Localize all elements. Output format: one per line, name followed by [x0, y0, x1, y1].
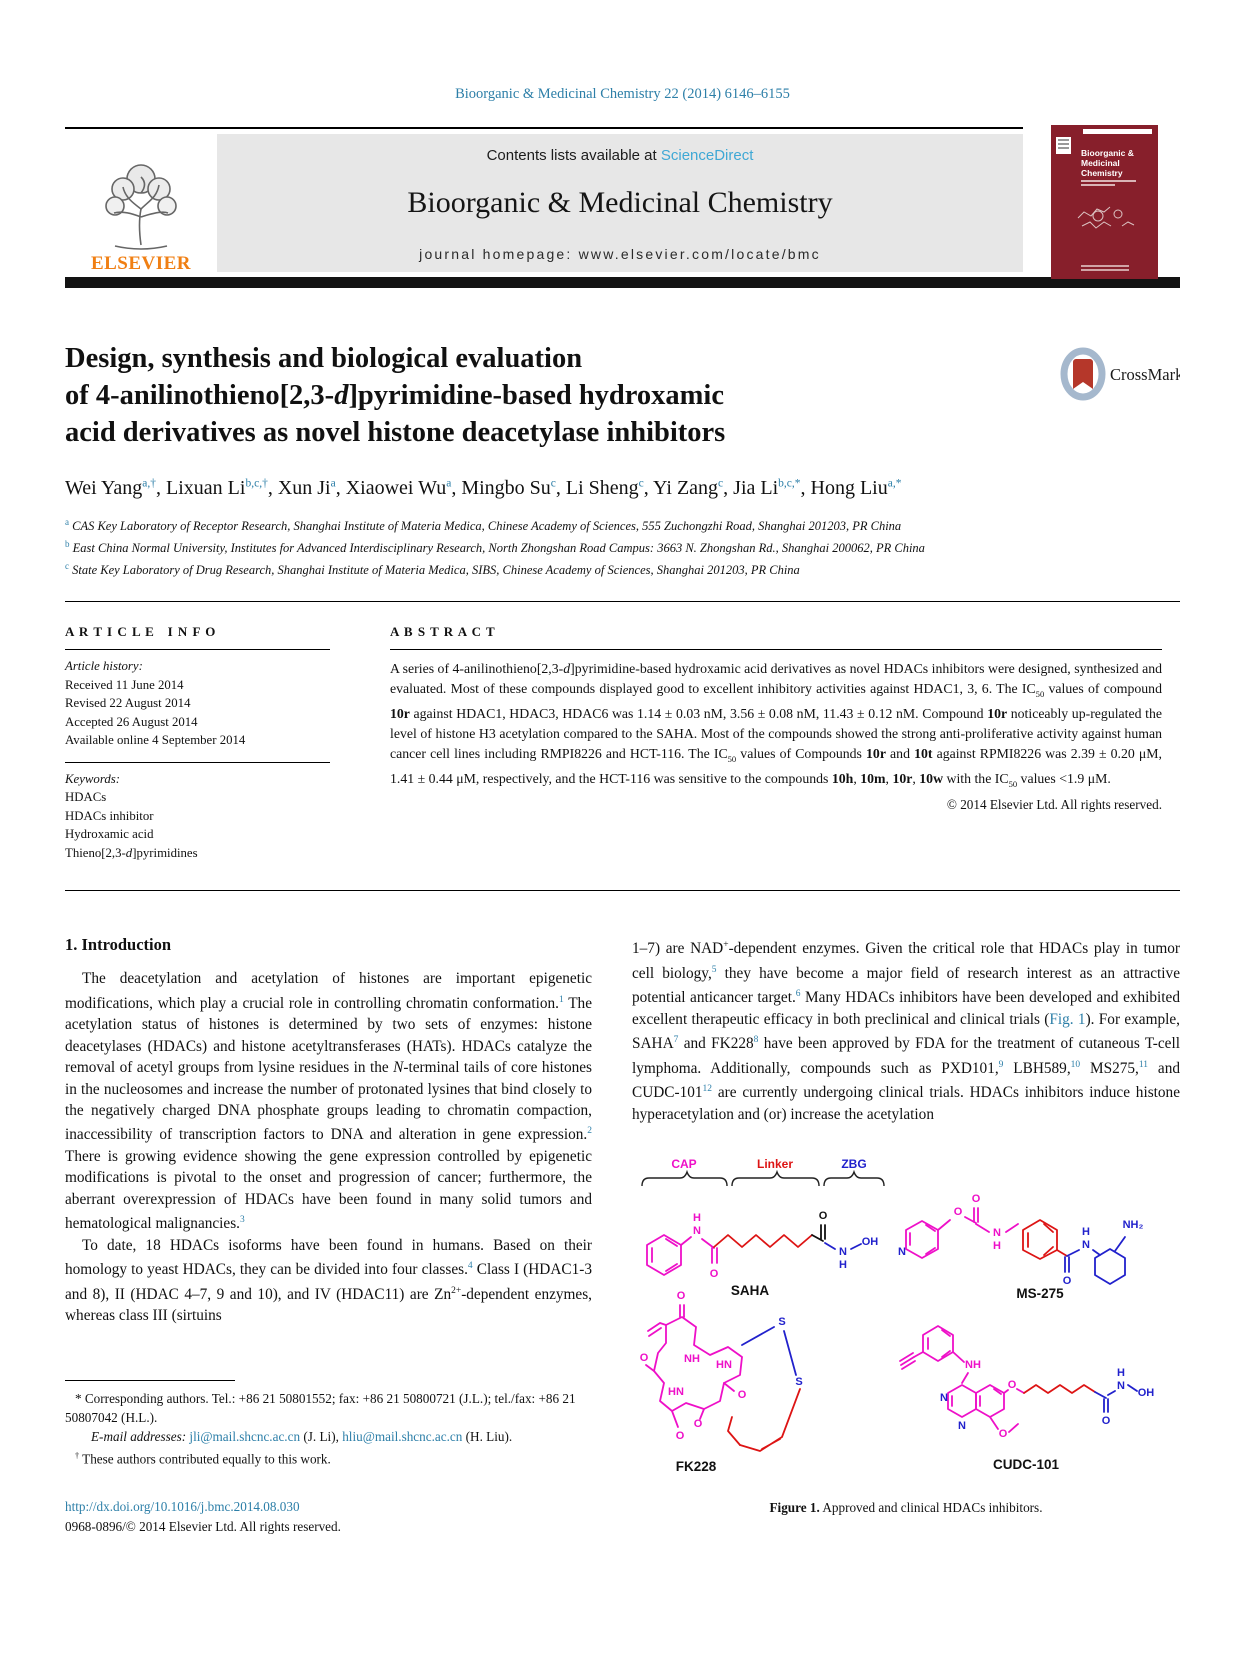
author-separator: , — [267, 477, 278, 499]
reference-superscript[interactable]: 8 — [753, 1035, 759, 1046]
author-affiliation-sup: a — [446, 477, 452, 490]
abstract-heading: A B S T R A C T — [390, 624, 496, 640]
journal-citation: Bioorganic & Medicinal Chemistry 22 (2014) 6146–6155 — [455, 86, 790, 102]
atom-label: H — [693, 1212, 701, 1225]
atom-label: N — [940, 1392, 948, 1405]
affiliation-text: CAS Key Laboratory of Receptor Research, Shanghai Institute of Materia Medica, Chinese Academy of Sciences, 555 Zuchongzhi Road, Shanghai 201203, PR China — [72, 519, 902, 534]
figure-1 — [632, 1155, 1180, 1516]
cover-logo-box — [1056, 137, 1071, 154]
history-label: Article history: — [65, 659, 143, 674]
atom-label: O — [675, 1430, 685, 1443]
inline-link[interactable]: jli@mail.shcnc.ac.cn — [189, 1429, 301, 1445]
journal-banner — [65, 129, 1023, 277]
atom-label: NH — [965, 1359, 981, 1372]
author-separator: , — [800, 477, 811, 499]
author-affiliation-sup: b,c,† — [245, 477, 268, 490]
affiliation-line — [65, 513, 1180, 535]
author-name: Xiaowei Wu — [345, 477, 447, 499]
article-info-heading: A R T I C L E I N F O — [65, 624, 217, 640]
affiliations — [65, 513, 1180, 579]
author-affiliation-sup: c — [550, 477, 556, 490]
atom-label: O — [1062, 1275, 1072, 1288]
author — [346, 477, 462, 499]
atom-label: N — [839, 1246, 847, 1259]
author — [65, 477, 166, 499]
affiliation-text: East China Normal University, Institutes for Advanced Interdisciplinary Research, North Zhongshan Road Campus: 3663 N. Zhongshan Rd., Shanghai 200062, PR China — [72, 541, 925, 556]
author-affiliation-sup: a,† — [142, 477, 157, 490]
author-name: Lixuan Li — [166, 477, 246, 499]
reference-superscript[interactable]: 2 — [587, 1126, 592, 1137]
journal-title: Bioorganic & Medicinal Chemistry — [407, 186, 833, 219]
atom-label: N — [993, 1227, 1001, 1240]
history-line: Accepted 26 August 2014 — [65, 714, 198, 729]
cover-footer-lines — [1081, 263, 1129, 271]
atom-label: HN — [716, 1359, 732, 1372]
divider-rule — [65, 601, 1180, 602]
author-affiliation-sup: c — [638, 477, 644, 490]
atom-label: N — [1117, 1380, 1125, 1393]
atom-label: O — [998, 1428, 1008, 1441]
history-list — [65, 676, 330, 750]
journal-homepage-link[interactable]: journal homepage: www.elsevier.com/locate/bmc — [419, 246, 821, 262]
title-line-1: Design, synthesis and biological evaluation — [65, 343, 583, 374]
atom-label: O — [1007, 1379, 1017, 1392]
footnote-email: E-mail addresses: jli@mail.shcnc.ac.cn (J. Li), hliu@mail.shcnc.ac.cn (H. Liu). — [91, 1429, 513, 1445]
keyword: Thieno[2,3-d]pyrimidines — [65, 845, 198, 860]
affiliation-line — [65, 557, 1180, 579]
cover-title: Bioorganic & Medicinal Chemistry — [1081, 148, 1134, 178]
intro-paragraph-2: To date, 18 HDACs isoforms have been found in humans. Based on their homology to yeast HDACs, they can be divided into four classes.$^4$ Class I (HDAC1-3 and 8), II (HDAC 4–7, 9 and 10), and IV (HDAC11) are $Zn^{2+}$-dependent enzymes, whereas class III (sirtuins — [65, 1236, 593, 1325]
footnotes — [65, 1380, 592, 1468]
atom-label: O — [639, 1352, 649, 1365]
author-name: Yi Zang — [653, 477, 719, 499]
reference-superscript[interactable]: 3 — [240, 1215, 245, 1226]
title-row — [65, 340, 1180, 451]
atom-label: NH — [684, 1353, 700, 1366]
history-line: Revised 22 August 2014 — [65, 696, 191, 711]
introduction-heading: 1. Introduction — [65, 935, 172, 955]
author — [566, 477, 653, 499]
atom-label: S — [795, 1376, 803, 1389]
author-name: Wei Yang — [65, 477, 143, 499]
inline-link[interactable]: hliu@mail.shcnc.ac.cn — [342, 1429, 463, 1445]
keywords-list — [65, 788, 330, 862]
reference-superscript[interactable]: 5 — [711, 964, 717, 975]
atom-label: O — [709, 1268, 719, 1281]
affiliation-sup: a — [65, 517, 69, 527]
author-affiliation-sup: a — [330, 477, 336, 490]
intro-paragraph-3: 1–7) are NAD+-dependent enzymes. Given the critical role that HDACs play in tumor cell biology,$^5$ they have become a major field of research interest as an attractive potential anticancer target.$^6$ Many HDACs inhibitors have been developed and exhibited excellent therapeutic efficacy in both preclinical and clinical trials (Fig. 1). For example, SAHA$^7$ and FK228$^8$ have been approved by FDA for the treatment of cutaneous T-cell lymphoma. Additionally, compounds such as PXD101,$^9$ LBH589,10 MS275,11 and CUDC-101$^{12}$ are currently undergoing clinical trials. HDACs inhibitors induce histone hyperacetylation and (or) increase the acetylation — [632, 940, 1180, 1123]
abstract-bottom-rule — [65, 890, 1180, 891]
affiliation-sup: b — [65, 539, 70, 550]
footer-block — [65, 1499, 592, 1535]
keywords-label: Keywords: — [65, 771, 120, 786]
atom-label: O — [818, 1210, 828, 1223]
figure-label-saha: SAHA — [730, 1283, 770, 1299]
figure-label-linker: Linker — [756, 1157, 794, 1172]
author-name: Li Sheng — [565, 477, 639, 499]
atom-label: N — [898, 1246, 906, 1259]
elsevier-wordmark: ELSEVIER — [90, 253, 192, 274]
atom-label: S — [778, 1316, 786, 1329]
crossmark-badge[interactable] — [1058, 346, 1180, 451]
reference-superscript[interactable]: 9 — [998, 1059, 1004, 1070]
footnote-corresponding: * Corresponding authors. Tel.: +86 21 50801552; fax: +86 21 50800721 (J.L.); tel./fax: +86 21 50807042 (H.L.). — [65, 1391, 576, 1426]
atom-label: O — [676, 1290, 686, 1303]
atom-label: O — [971, 1193, 981, 1206]
author-separator: , — [555, 477, 566, 499]
author-name: Jia Li — [733, 477, 779, 499]
author-separator: , — [335, 477, 346, 499]
affiliation-line — [65, 535, 1180, 557]
reference-superscript[interactable]: 4 — [467, 1261, 473, 1272]
contents-line — [217, 147, 1023, 164]
journal-cover-thumbnail — [1051, 125, 1158, 279]
left-column — [65, 935, 592, 1534]
cover-subtitle-line — [1081, 184, 1115, 186]
atom-label: O — [737, 1389, 747, 1402]
right-column — [632, 935, 1180, 1534]
figure-label-ms275: MS-275 — [1016, 1286, 1064, 1302]
article-history — [65, 650, 330, 762]
atom-label: N — [958, 1420, 966, 1433]
keyword: Hydroxamic acid — [65, 827, 154, 842]
atom-label: OH — [861, 1236, 879, 1249]
author — [733, 477, 810, 499]
author — [653, 477, 733, 499]
banner-center — [217, 134, 1023, 272]
atom-label: HN — [668, 1386, 684, 1399]
author-separator: , — [451, 477, 462, 499]
figure-label-cap: CAP — [671, 1157, 697, 1172]
author — [166, 477, 278, 499]
author — [811, 477, 902, 499]
keyword: HDACs — [65, 790, 107, 805]
atom-label: O — [693, 1418, 703, 1431]
article-info-column — [65, 616, 330, 874]
atom-label: H — [839, 1259, 847, 1272]
author-affiliation-sup: a,* — [887, 477, 902, 490]
inline-link[interactable]: Fig. 1 — [1049, 1010, 1086, 1028]
author — [461, 477, 566, 499]
affiliation-sup: c — [65, 561, 69, 572]
footnote-rule — [65, 1380, 235, 1381]
issn-line: 0968-0896/© 2014 Elsevier Ltd. All rights reserved. — [65, 1518, 341, 1534]
doi-link[interactable]: http://dx.doi.org/10.1016/j.bmc.2014.08.030 — [65, 1498, 300, 1514]
abstract-copyright: © 2014 Elsevier Ltd. All rights reserved. — [946, 796, 1162, 812]
atom-label: H — [1117, 1367, 1125, 1380]
figure-structures — [632, 1155, 1172, 1485]
article-title — [65, 340, 725, 451]
author-separator: , — [156, 477, 167, 499]
author-separator: , — [723, 477, 734, 499]
body-columns — [65, 935, 1180, 1534]
atom-label: N — [693, 1225, 701, 1238]
author — [278, 477, 346, 499]
history-line: Received 11 June 2014 — [65, 677, 184, 692]
cover-top-bar — [1083, 129, 1152, 134]
info-abstract-block — [65, 616, 1180, 874]
figure-label-cudc101: CUDC-101 — [992, 1457, 1060, 1473]
author-name: Hong Liu — [810, 477, 888, 499]
elsevier-tree-icon — [95, 153, 187, 257]
affiliation-text: State Key Laboratory of Drug Research, Shanghai Institute of Materia Medica, SIBS, Chinese Academy of Sciences, Shanghai 201203, PR China — [72, 563, 800, 578]
author-name: Xun Ji — [277, 477, 331, 499]
intro-paragraph-1: The deacetylation and acetylation of histones are important epigenetic modifications, which play a crucial role in controlling chromatin conformation.$^1$ The acetylation status of histones is determined by two sets of enzymes: histone deacetylases (HDACs) and histone acetyltransferases (HATs). HDACs catalyze the removal of acetyl groups from lysine residues in the N-terminal tails of core histones in the nucleosomes and increase the number of protonated lysines that bind closely to the negatively charged DNA phosphate groups leading to chromatin compaction, inaccessibility of transcription factors to DNA and alteration in gene expression.$^2$ There is growing evidence showing the gene expression controlled by epigenetic modifications is pivotal to the onset and progression of cancer; furthermore, the aberrant overexpression of HDACs have been found in many solid tumors and hematological malignancies.$^3$ — [65, 970, 592, 1233]
abstract-text: A series of 4-anilinothieno[2,3-d]pyrimidine-based hydroxamic acid derivatives as novel HDACs inhibitors were designed, synthesized and evaluated. Most of these compounds displayed good to excellent inhibitory activities against HDAC1, 3, 6. The $IC_{50}$ values of compound 10r against HDAC1, HDAC3, HDAC6 was 1.14 ± 0.03 nM, 3.56 ± 0.08 nM, 11.43 ± 0.12 nM. Compound 10r noticeably up-regulated the level of histone H3 acetylation compared to the SAHA. Most of the compounds showed the strong anti-proliferative activity against human cancer cell lines including RMPI8226 and HCT-116. The $IC_{50}$ values of Compounds 10r and 10t against RPMI8226 was 2.39 ± 0.20 μM, 1.41 ± 0.44 μM, respectively, and the HCT-116 was sensitive to the compounds 10h, 10m, 10r, 10w with the $IC_{50}$ values <1.9 μM. — [390, 661, 1162, 789]
atom-label: H — [1082, 1226, 1090, 1239]
author-separator: , — [643, 477, 654, 499]
figure-label-zbg: ZBG — [841, 1157, 867, 1172]
figure-label-fk228: FK228 — [675, 1459, 717, 1475]
atom-label: O — [1101, 1415, 1111, 1428]
footnote-equal-contribution: † These authors contributed equally to this work. — [75, 1451, 331, 1467]
sciencedirect-link[interactable]: ScienceDirect — [660, 147, 754, 164]
header-bottom-bar — [65, 277, 1180, 288]
atom-label: N — [1082, 1239, 1090, 1252]
elsevier-logo — [65, 129, 217, 277]
history-line: Available online 4 September 2014 — [65, 733, 246, 748]
figure-caption: Figure 1. Approved and clinical HDACs inhibitors. — [769, 1500, 1043, 1516]
reference-superscript[interactable]: 7 — [673, 1035, 679, 1046]
reference-superscript[interactable]: 11 — [1138, 1059, 1149, 1070]
reference-superscript[interactable]: 1 — [558, 994, 564, 1005]
reference-superscript[interactable]: 6 — [795, 989, 801, 1000]
abstract-column — [390, 616, 1162, 874]
atom-label: H — [993, 1240, 1001, 1253]
author-affiliation-sup: b,c,* — [778, 477, 801, 490]
contents-prefix: Contents lists available at — [486, 147, 661, 164]
atom-label: NH₂ — [1122, 1219, 1144, 1232]
title-line-2: of 4-anilinothieno[2,3-d]pyrimidine-based hydroxamic — [65, 380, 724, 411]
reference-superscript[interactable]: 10 — [1070, 1059, 1081, 1070]
keyword: HDACs inhibitor — [65, 808, 154, 823]
keywords-block — [65, 763, 330, 875]
journal-header — [65, 127, 1180, 277]
atom-label: OH — [1137, 1387, 1155, 1400]
atom-label: O — [953, 1206, 963, 1219]
authors-line — [65, 477, 1180, 500]
title-line-3: acid derivatives as novel histone deacetylase inhibitors — [65, 417, 726, 448]
crossmark-label: CrossMark — [1110, 365, 1180, 384]
cover-subtitle-line — [1081, 180, 1136, 182]
reference-superscript[interactable]: 12 — [702, 1084, 713, 1095]
cover-structure-doodle — [1070, 196, 1140, 240]
author-affiliation-sup: c — [718, 477, 724, 490]
author-name: Mingbo Su — [461, 477, 551, 499]
